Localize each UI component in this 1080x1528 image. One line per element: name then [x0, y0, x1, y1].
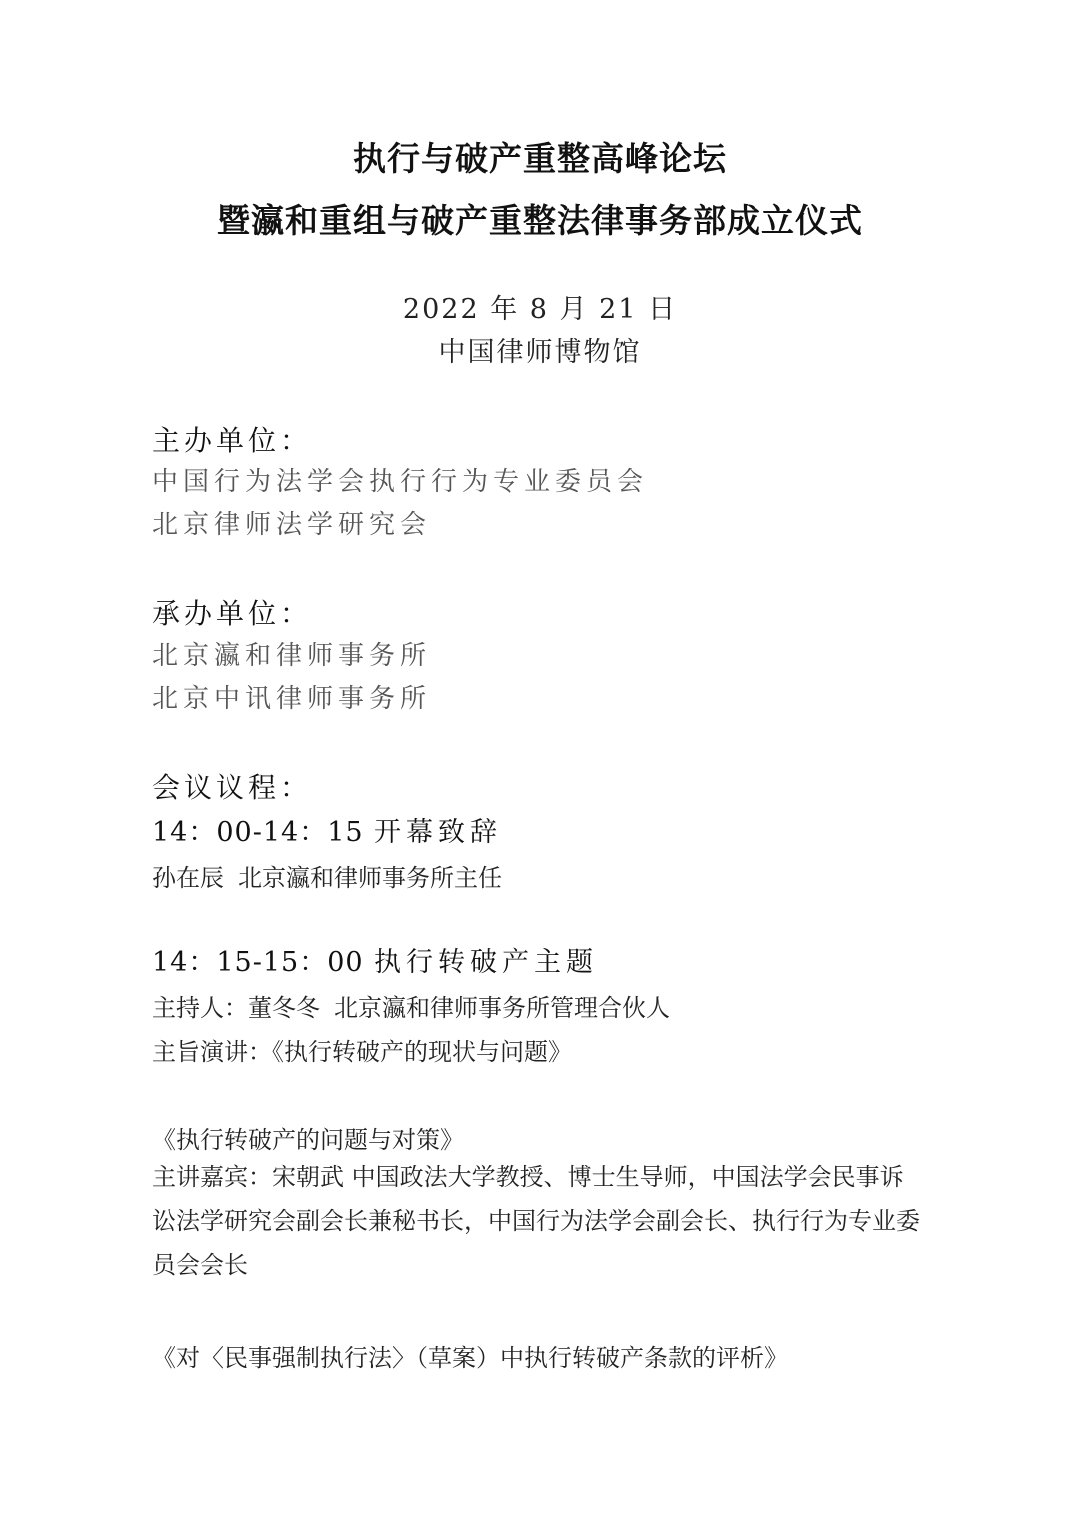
session-2-host-label: 主持人： — [152, 994, 248, 1022]
session-2-host-name: 董冬冬 — [248, 994, 320, 1022]
hosts-label: 主办单位： — [152, 424, 313, 457]
host-item: 北京律师法学研究会 — [152, 510, 432, 540]
session-2-keynote — [152, 1032, 572, 1067]
session-1-time: 14：00-14：15 — [152, 817, 364, 848]
session-2-heading — [152, 940, 598, 979]
session-1-heading — [152, 810, 502, 849]
session-2-keynote-title: 《执行转破产的现状与问题》 — [272, 1038, 572, 1066]
agenda-label: 会议议程： — [152, 771, 313, 804]
session-2-keynote-label: 主旨演讲： — [152, 1038, 272, 1066]
organizer-item: 北京瀛和律师事务所 — [152, 641, 432, 671]
session-2-host-title: 北京瀛和律师事务所管理合伙人 — [334, 994, 670, 1022]
talk-1-title: 《执行转破产的问题与对策》 — [152, 1126, 464, 1154]
title-line-1: 执行与破产重整高峰论坛 — [353, 139, 727, 178]
event-venue: 中国律师博物馆 — [438, 337, 642, 368]
organizer-item: 北京中讯律师事务所 — [152, 684, 432, 714]
host-item: 中国行为法学会执行行为专业委员会 — [152, 467, 649, 497]
event-date: 2022 年 8 月 21 日 — [402, 294, 678, 325]
session-2-topic: 执行转破产主题 — [374, 947, 598, 978]
organizers-label: 承办单位： — [152, 597, 313, 630]
session-2-time: 14：15-15：00 — [152, 947, 364, 978]
talk-2-title: 《对〈民事强制执行法〉（草案）中执行转破产条款的评析》 — [152, 1344, 788, 1372]
session-2-host — [152, 988, 670, 1023]
session-1-speaker-title: 北京瀛和律师事务所主任 — [238, 864, 502, 892]
talk-1-speaker: 主讲嘉宾：宋朝武 中国政法大学教授、博士生导师，中国法学会民事诉讼法学研究会副会长兼秘书长，中国行为法学会副会长、执行行为专业委员会会长 — [152, 1163, 920, 1279]
session-1-topic: 开幕致辞 — [374, 817, 502, 848]
title-line-2: 暨瀛和重组与破产重整法律事务部成立仪式 — [217, 201, 863, 240]
session-1-speaker — [152, 858, 502, 893]
session-1-speaker-name: 孙在辰 — [152, 864, 224, 892]
